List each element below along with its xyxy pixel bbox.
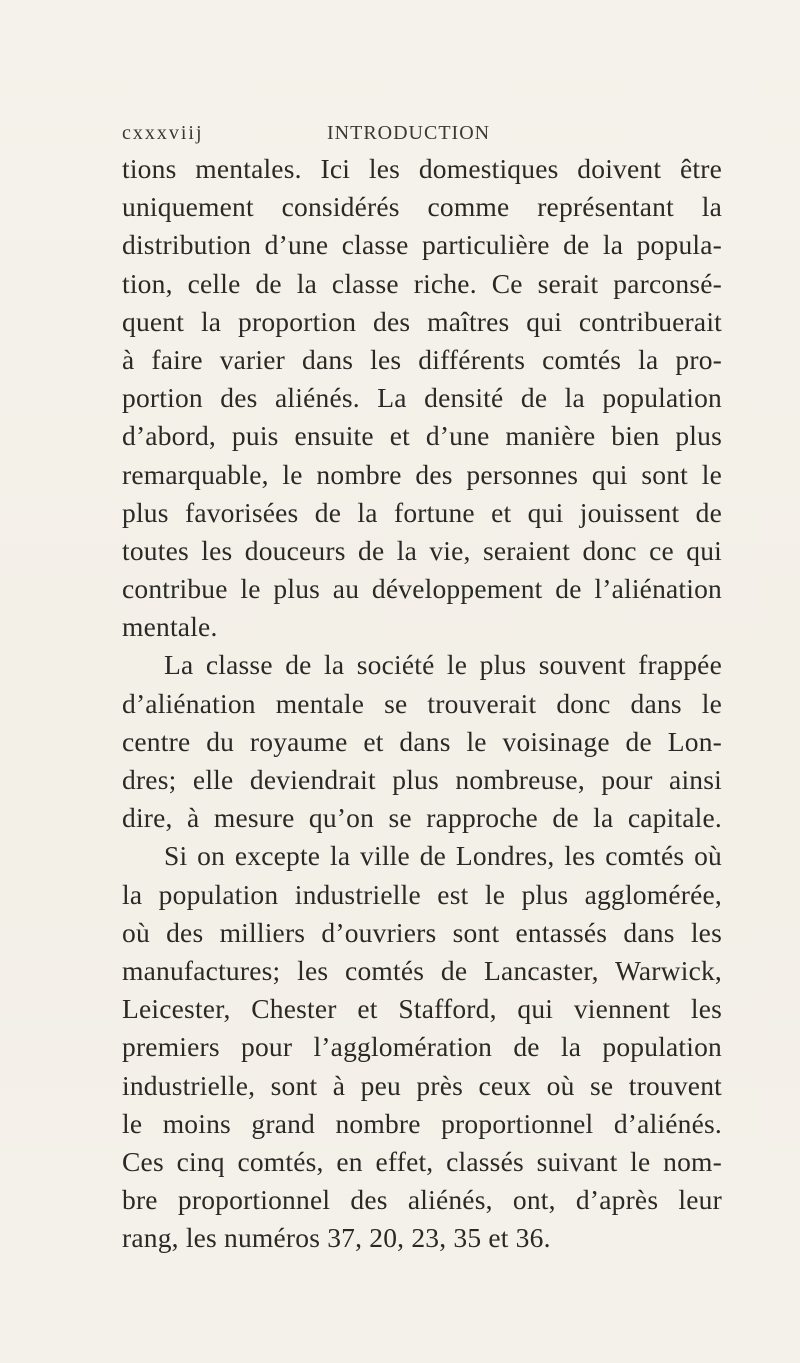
text-line: La classe de la société le plus souvent frappée: [164, 649, 722, 681]
text-line: d’aliénation mentale se trouverait donc dans le: [122, 687, 722, 719]
text-line: toutes les douceurs de la vie, seraient donc ce qui: [122, 534, 722, 566]
text-line: où des milliers d’ouvriers sont entassés dans les: [122, 916, 722, 948]
text-line: dres; elle deviendrait plus nombreuse, pour ainsi: [122, 764, 722, 795]
text-line: à faire varier dans les différents comtés la pro-: [122, 343, 722, 375]
text-line: centre du royaume et dans le voisinage de Lon-: [122, 725, 722, 757]
text-line: tion, celle de la classe riche. Ce serait parconsé-: [122, 267, 722, 299]
text-line: industrielle, sont à peu près ceux où se trouvent: [122, 1069, 722, 1101]
text-line: portion des aliénés. La densité de la population: [122, 382, 722, 414]
text-line: Ces cinq comtés, en effet, classés suivant le nom-: [122, 1145, 722, 1177]
text-line: mentale.: [122, 611, 218, 643]
running-title: INTRODUCTION: [327, 122, 491, 144]
text-line: plus favorisées de la fortune et qui jouissent de: [122, 496, 722, 528]
text-line: tions mentales. Ici les domestiques doivent être: [122, 153, 722, 184]
text-line: uniquement considérés comme représentant la: [122, 191, 722, 223]
running-head: [122, 122, 722, 150]
text-line: Leicester, Chester et Stafford, qui viennent les: [122, 993, 722, 1025]
text-line: premiers pour l’agglomération de la population: [122, 1031, 722, 1063]
body-text: [122, 150, 722, 1257]
text-line: Si on excepte la ville de Londres, les comtés où: [164, 840, 722, 872]
text-line: remarquable, le nombre des personnes qui sont le: [122, 458, 722, 490]
text-line: d’abord, puis ensuite et d’une manière bien plus: [122, 420, 722, 452]
text-line: bre proportionnel des aliénés, ont, d’après leur: [122, 1184, 722, 1216]
text-line: le moins grand nombre proportionnel d’aliénés.: [122, 1107, 722, 1139]
text-line: manufactures; les comtés de Lancaster, Warwick,: [122, 954, 722, 986]
text-line: distribution d’une classe particulière de la popula-: [122, 229, 722, 261]
text-line: la population industrielle est le plus agglomérée,: [122, 878, 722, 910]
text-line: contribue le plus au développement de l’aliénation: [122, 573, 722, 605]
text-line: quent la proportion des maîtres qui contribuerait: [122, 305, 722, 337]
page-number: cxxxviij: [122, 122, 204, 144]
text-line: dire, à mesure qu’on se rapproche de la capitale.: [122, 802, 722, 834]
text-line: rang, les numéros 37, 20, 23, 35 et 36.: [122, 1222, 551, 1254]
